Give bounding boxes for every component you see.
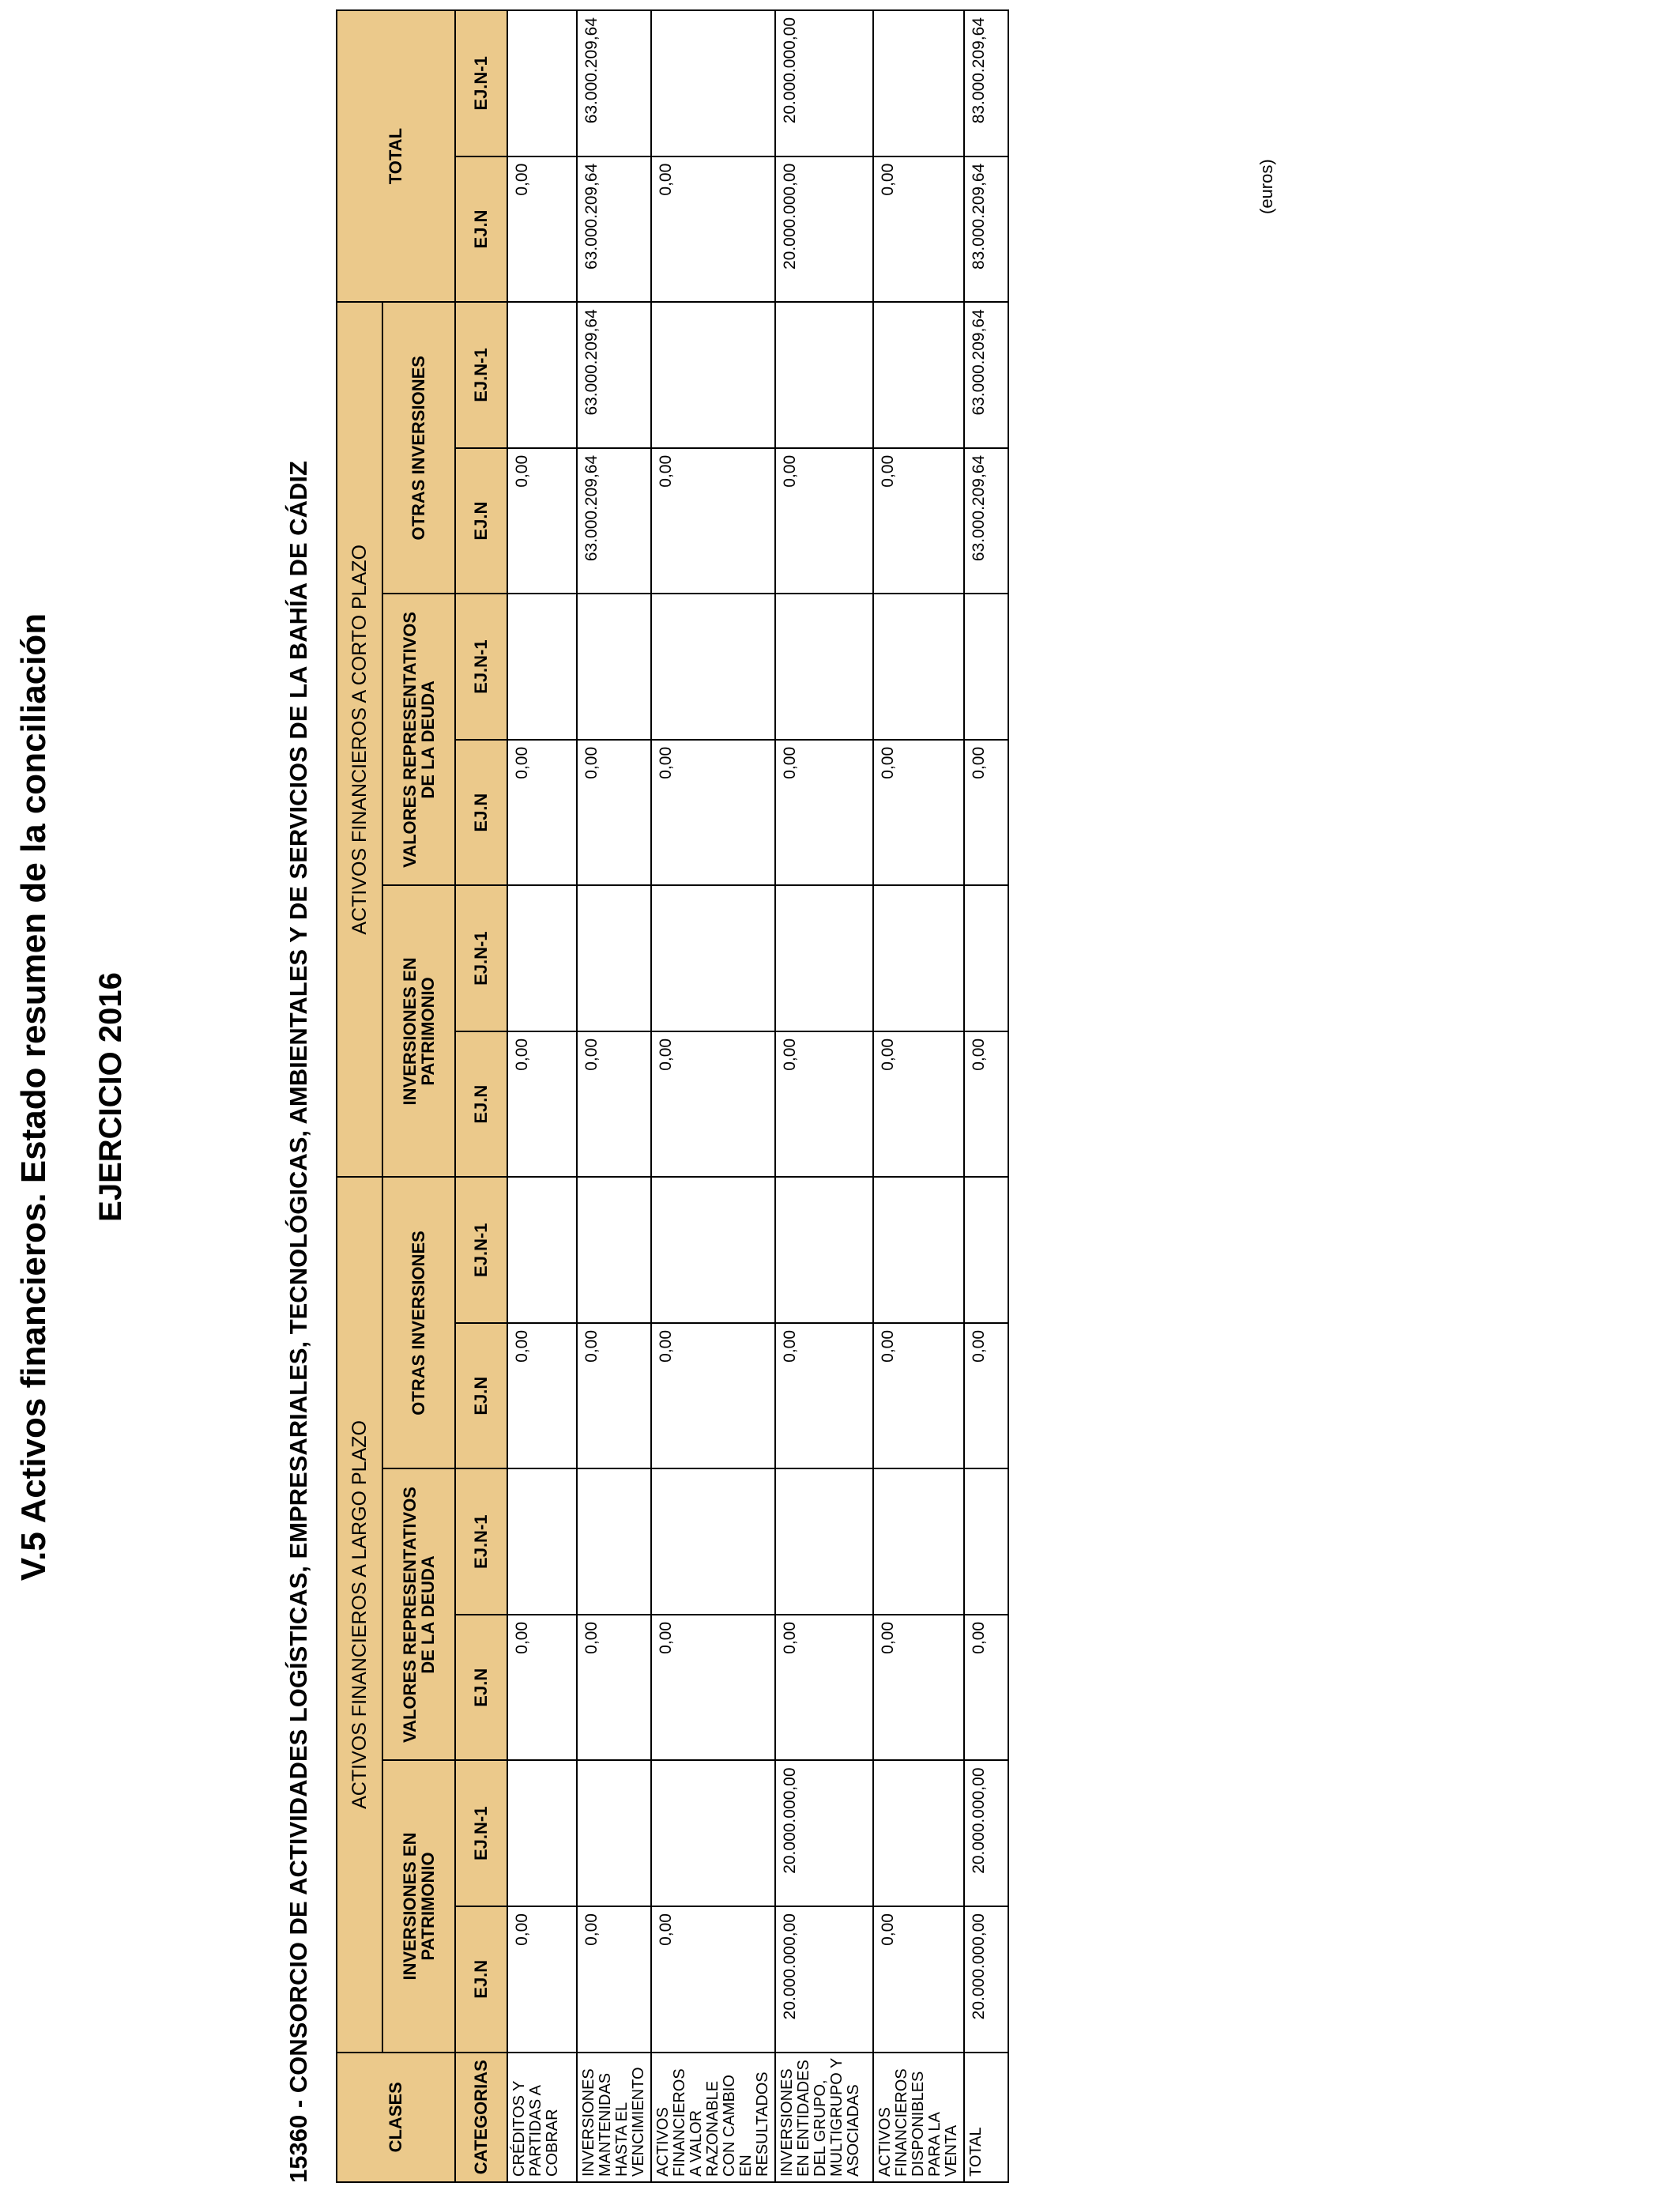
value-cell: 0,00 <box>964 740 1008 886</box>
value-cell <box>651 1761 775 1907</box>
value-cell: 0,00 <box>964 1615 1008 1761</box>
value-cell: 0,00 <box>651 448 775 594</box>
value-cell: 20.000.000,00 <box>964 1761 1008 1907</box>
value-cell: 0,00 <box>775 740 873 886</box>
ej-header-0: EJ.N <box>455 1906 507 2053</box>
ej-header-13: EJ.N-1 <box>455 10 507 156</box>
ej-header-5: EJ.N-1 <box>455 1177 507 1323</box>
value-cell <box>873 10 964 156</box>
value-cell <box>651 594 775 740</box>
value-cell <box>507 885 577 1031</box>
value-cell: 63.000.209,64 <box>577 302 651 448</box>
value-cell: 0,00 <box>873 1031 964 1178</box>
value-cell: 63.000.209,64 <box>964 448 1008 594</box>
entity-name: 15360 - CONSORCIO DE ACTIVIDADES LOGÍSTICAS, EMPRESARIALES, TECNOLÓGICAS, AMBIENTALES Y DE SERVICIOS DE LA BAHÍA DE CÁDIZ <box>284 461 312 2183</box>
value-cell: 63.000.209,64 <box>577 10 651 156</box>
sub-header-3: INVERSIONES EN PATRIMONIO <box>382 885 455 1177</box>
ej-header-8: EJ.N <box>455 740 507 886</box>
value-cell <box>964 594 1008 740</box>
value-cell: 0,00 <box>507 1031 577 1178</box>
value-cell <box>964 1468 1008 1615</box>
ej-header-11: EJ.N-1 <box>455 302 507 448</box>
value-cell <box>507 594 577 740</box>
sub-header-5: OTRAS INVERSIONES <box>382 302 455 594</box>
value-cell <box>577 594 651 740</box>
value-cell <box>964 885 1008 1031</box>
value-cell: 0,00 <box>873 1615 964 1761</box>
value-cell: 0,00 <box>577 1906 651 2053</box>
exercise-year: EJERCICIO 2016 <box>93 972 128 1222</box>
row-label: TOTAL <box>964 2053 1008 2182</box>
value-cell: 20.000.000,00 <box>775 1761 873 1907</box>
value-cell: 83.000.209,64 <box>964 10 1008 156</box>
ej-header-1: EJ.N-1 <box>455 1761 507 1907</box>
largo-plazo-header: ACTIVOS FINANCIEROS A LARGO PLAZO <box>337 1177 382 2052</box>
value-cell: 0,00 <box>775 1615 873 1761</box>
value-cell: 0,00 <box>651 1906 775 2053</box>
ej-header-4: EJ.N <box>455 1323 507 1469</box>
value-cell <box>651 1468 775 1615</box>
value-cell <box>964 1177 1008 1323</box>
value-cell: 0,00 <box>507 1615 577 1761</box>
ej-header-9: EJ.N-1 <box>455 594 507 740</box>
value-cell <box>873 302 964 448</box>
value-cell: 0,00 <box>577 1615 651 1761</box>
value-cell: 0,00 <box>873 448 964 594</box>
value-cell: 63.000.209,64 <box>964 302 1008 448</box>
value-cell: 0,00 <box>964 1031 1008 1178</box>
value-cell: 0,00 <box>775 1031 873 1178</box>
page-title: V.5 Activos financieros. Estado resumen de la conciliación <box>14 613 53 1581</box>
total-header: TOTAL <box>337 10 455 302</box>
value-cell <box>577 1761 651 1907</box>
value-cell <box>507 1177 577 1323</box>
value-cell <box>775 1177 873 1323</box>
value-cell <box>577 885 651 1031</box>
value-cell <box>651 302 775 448</box>
value-cell: 0,00 <box>651 156 775 303</box>
value-cell: 0,00 <box>651 740 775 886</box>
units-label: (euros) <box>1256 159 1276 214</box>
value-cell <box>775 1468 873 1615</box>
value-cell: 20.000.000,00 <box>775 156 873 303</box>
value-cell: 0,00 <box>651 1031 775 1178</box>
sub-header-4: VALORES REPRESENTATIVOS DE LA DEUDA <box>382 594 455 885</box>
value-cell: 63.000.209,64 <box>577 156 651 303</box>
value-cell <box>577 1177 651 1323</box>
value-cell: 0,00 <box>873 156 964 303</box>
ej-header-7: EJ.N-1 <box>455 885 507 1031</box>
value-cell: 0,00 <box>873 740 964 886</box>
value-cell: 0,00 <box>507 1906 577 2053</box>
value-cell: 0,00 <box>964 1323 1008 1469</box>
value-cell <box>507 1468 577 1615</box>
categorias-header: CATEGORIAS <box>455 2053 507 2182</box>
value-cell: 0,00 <box>577 1031 651 1178</box>
value-cell: 0,00 <box>873 1906 964 2053</box>
ej-header-3: EJ.N-1 <box>455 1468 507 1615</box>
value-cell <box>775 594 873 740</box>
row-label: INVERSIONES EN ENTIDADES DEL GRUPO, MULTIGRUPO Y ASOCIADAS <box>775 2053 873 2182</box>
value-cell: 0,00 <box>507 156 577 303</box>
value-cell: 83.000.209,64 <box>964 156 1008 303</box>
value-cell <box>651 10 775 156</box>
table-row <box>873 10 964 2182</box>
value-cell: 0,00 <box>577 1323 651 1469</box>
ej-header-10: EJ.N <box>455 448 507 594</box>
value-cell <box>873 1761 964 1907</box>
value-cell <box>507 10 577 156</box>
row-label: INVERSIONES MANTENIDAS HASTA EL VENCIMIENTO <box>577 2053 651 2182</box>
value-cell <box>873 1468 964 1615</box>
value-cell: 0,00 <box>873 1323 964 1469</box>
table-row <box>507 10 577 2182</box>
row-label: ACTIVOS FINANCIEROS DISPONIBLES PARA LA VENTA <box>873 2053 964 2182</box>
value-cell <box>507 302 577 448</box>
value-cell <box>651 885 775 1031</box>
value-cell: 0,00 <box>507 740 577 886</box>
value-cell <box>873 1177 964 1323</box>
table-row <box>651 10 775 2182</box>
table-row <box>964 10 1008 2182</box>
value-cell <box>651 1177 775 1323</box>
value-cell <box>873 885 964 1031</box>
ej-header-6: EJ.N <box>455 1031 507 1178</box>
value-cell: 63.000.209,64 <box>577 448 651 594</box>
clases-header: CLASES <box>337 2053 455 2182</box>
sub-header-1: VALORES REPRESENTATIVOS DE LA DEUDA <box>382 1468 455 1760</box>
sub-header-0: INVERSIONES EN PATRIMONIO <box>382 1761 455 2053</box>
value-cell: 0,00 <box>775 448 873 594</box>
value-cell: 0,00 <box>651 1615 775 1761</box>
value-cell <box>775 885 873 1031</box>
corto-plazo-header: ACTIVOS FINANCIEROS A CORTO PLAZO <box>337 302 382 1177</box>
ej-header-12: EJ.N <box>455 156 507 303</box>
value-cell: 0,00 <box>577 740 651 886</box>
value-cell: 20.000.000,00 <box>775 1906 873 2053</box>
value-cell <box>873 594 964 740</box>
value-cell <box>577 1468 651 1615</box>
value-cell <box>775 302 873 448</box>
table-row <box>577 10 651 2182</box>
ej-header-2: EJ.N <box>455 1615 507 1761</box>
value-cell: 0,00 <box>775 1323 873 1469</box>
value-cell: 0,00 <box>507 448 577 594</box>
table-row <box>775 10 873 2182</box>
value-cell: 0,00 <box>507 1323 577 1469</box>
row-label: ACTIVOS FINANCIEROS A VALOR RAZONABLE CON CAMBIO EN RESULTADOS <box>651 2053 775 2182</box>
value-cell: 0,00 <box>651 1323 775 1469</box>
sub-header-2: OTRAS INVERSIONES <box>382 1177 455 1468</box>
value-cell: 20.000.000,00 <box>964 1906 1008 2053</box>
value-cell <box>507 1761 577 1907</box>
value-cell: 20.000.000,00 <box>775 10 873 156</box>
row-label: CRÉDITOS Y PARTIDAS A COBRAR <box>507 2053 577 2182</box>
reconciliation-table <box>336 9 1009 2183</box>
